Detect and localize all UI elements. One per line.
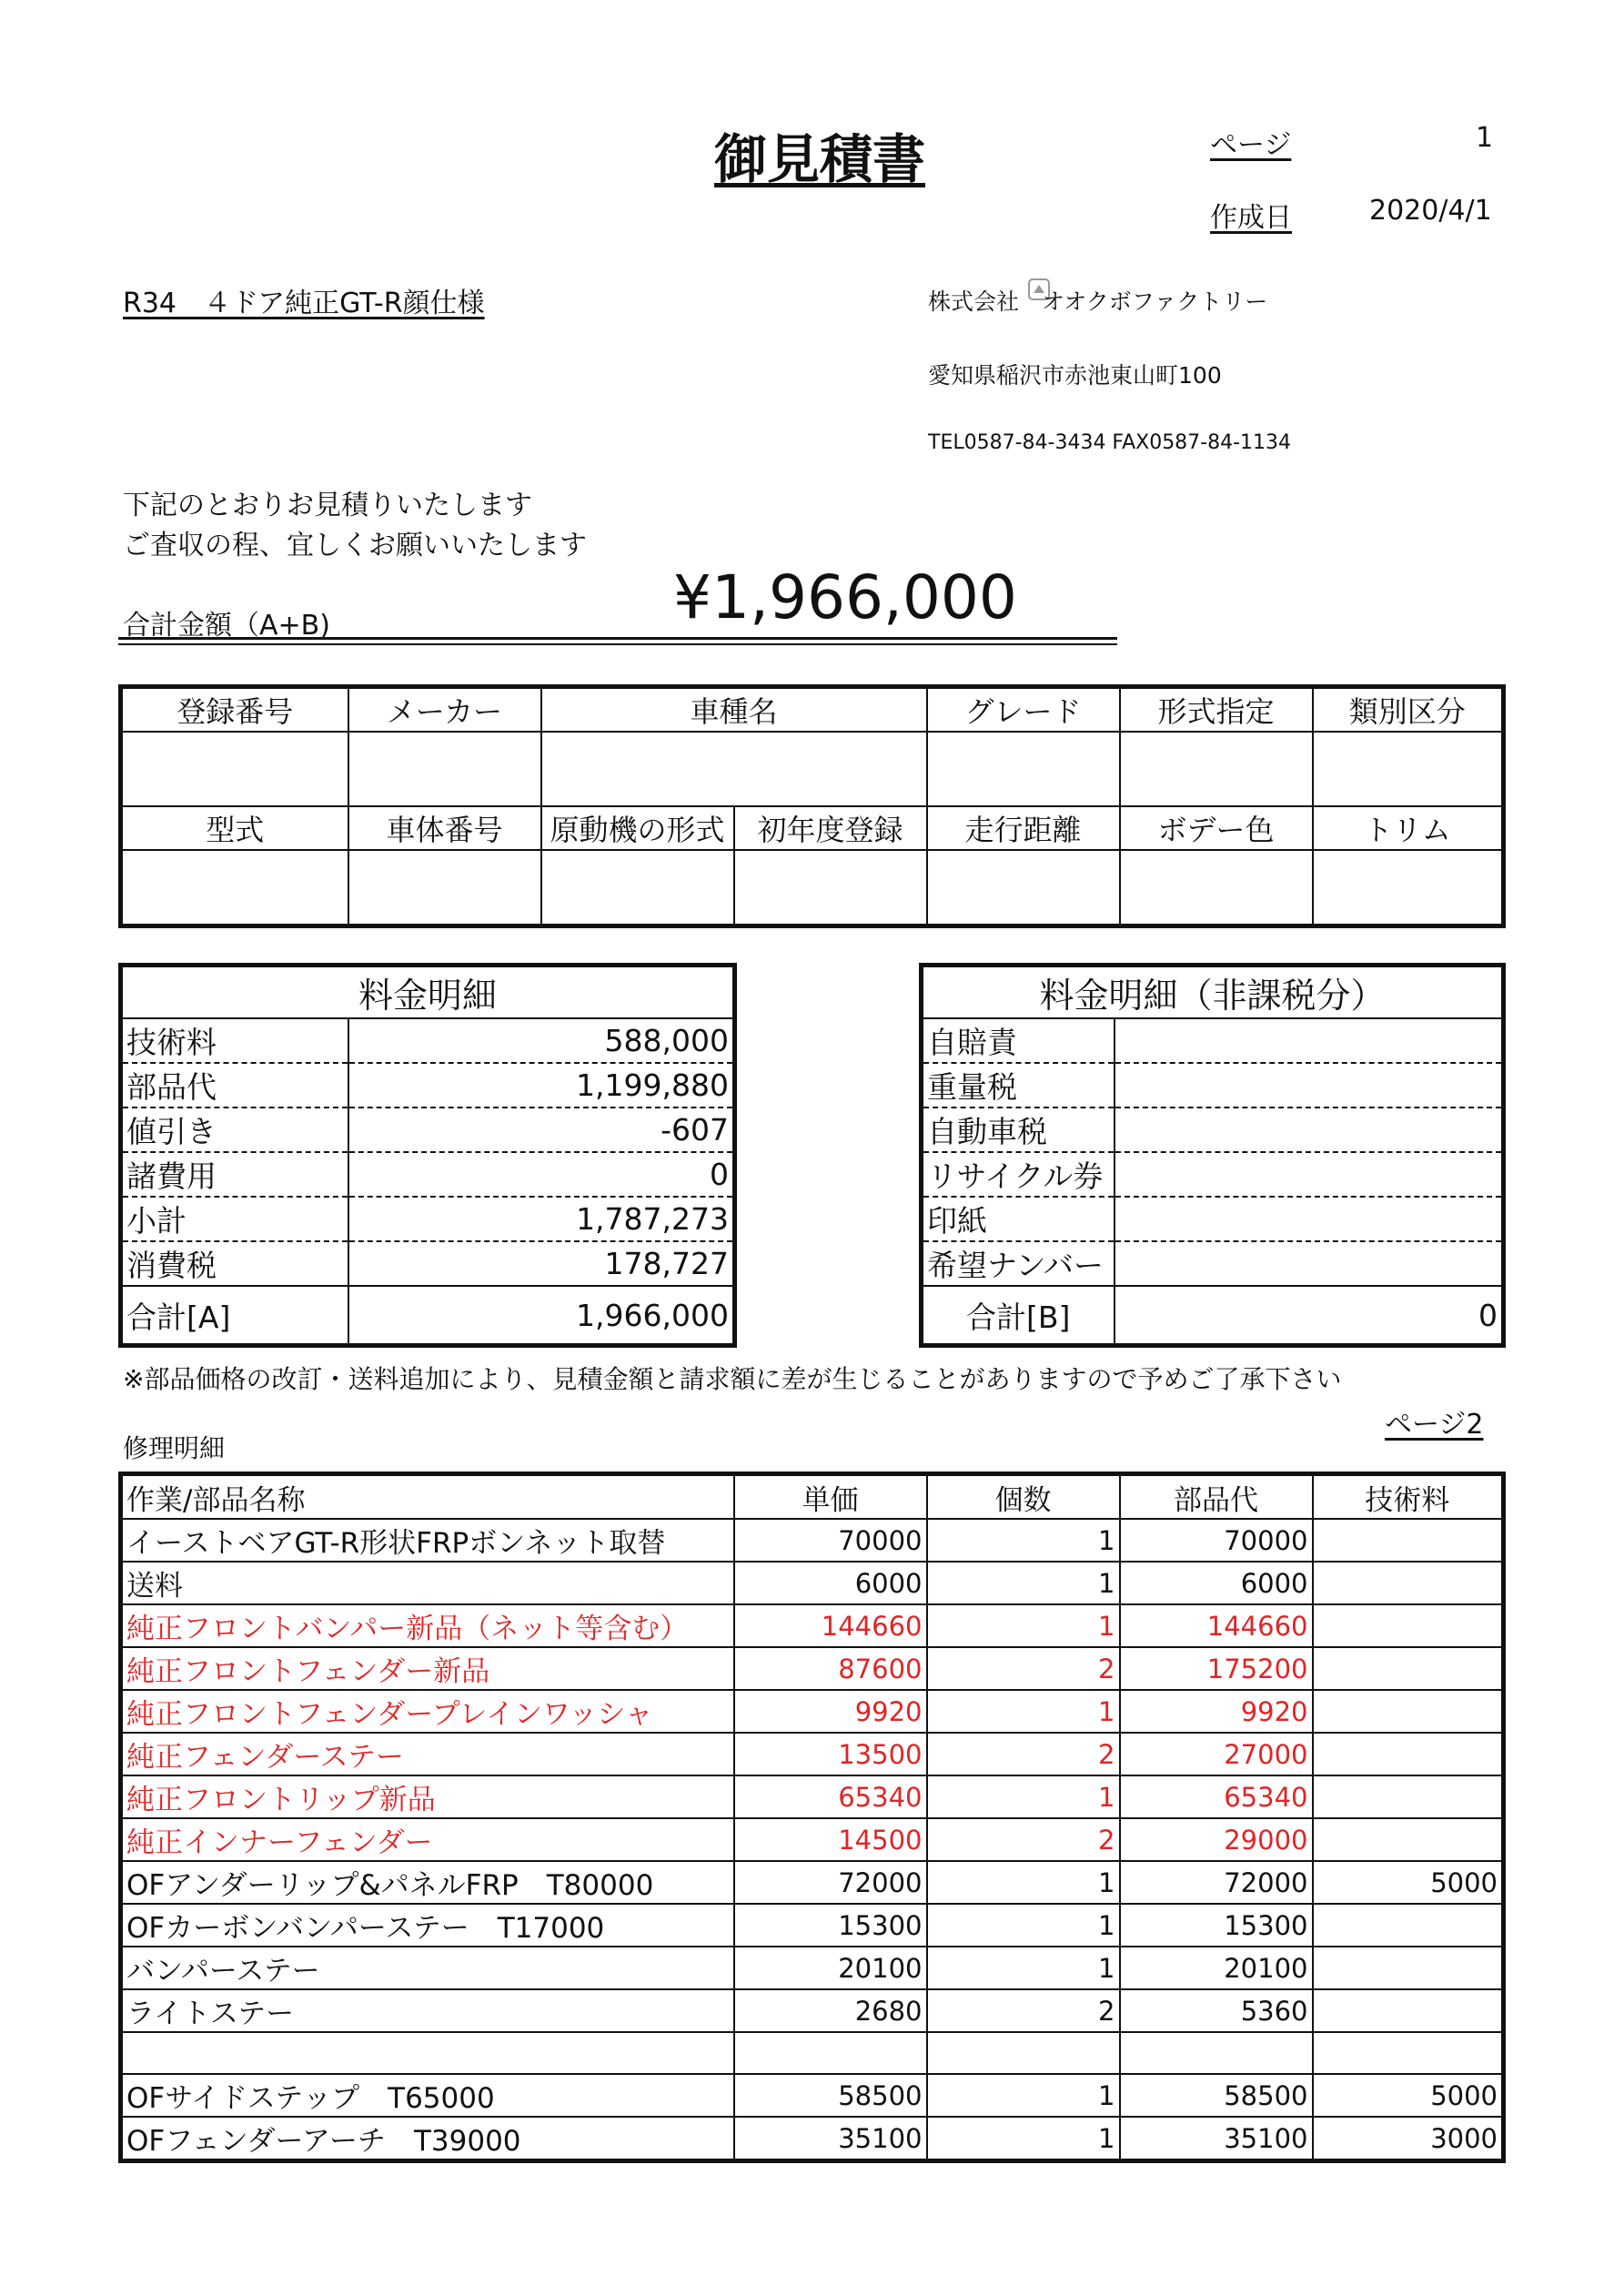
vehicle-cell bbox=[1313, 732, 1504, 806]
repair-cell-unit-price: 65340 bbox=[734, 1775, 927, 1818]
vehicle-cell bbox=[927, 850, 1120, 926]
repair-cell-labor-cost: 3000 bbox=[1313, 2117, 1504, 2161]
repair-cell-labor-cost bbox=[1313, 1947, 1504, 1989]
company-tel-fax: TEL0587-84-3434 FAX0587-84-1134 bbox=[928, 431, 1292, 454]
table-row bbox=[121, 1861, 1504, 1904]
vehicle-header-engine-type: 原動機の形式 bbox=[541, 806, 734, 850]
nontax-value-weight-tax bbox=[1115, 1063, 1504, 1108]
vehicle-header-registration-number: 登録番号 bbox=[121, 687, 348, 733]
repair-cell-unit-price: 6000 bbox=[734, 1562, 927, 1604]
repair-cell-parts-cost: 144660 bbox=[1120, 1604, 1313, 1647]
repair-cell-name: 純正フェンダーステー bbox=[121, 1733, 734, 1775]
repair-cell-parts-cost: 58500 bbox=[1120, 2074, 1313, 2117]
repair-cell-parts-cost: 175200 bbox=[1120, 1647, 1313, 1690]
fee-label-labor: 技術料 bbox=[121, 1018, 348, 1063]
vehicle-header-type-designation: 形式指定 bbox=[1120, 687, 1313, 733]
repair-cell-labor-cost bbox=[1313, 1818, 1504, 1861]
repair-cell-name: OFアンダーリップ&パネルFRP T80000 bbox=[121, 1861, 734, 1904]
fee-value-labor: 588,000 bbox=[348, 1018, 735, 1063]
repair-cell-unit-price: 58500 bbox=[734, 2074, 927, 2117]
table-row bbox=[121, 1690, 1504, 1733]
repair-cell-labor-cost bbox=[1313, 1647, 1504, 1690]
nontax-label-vehicle-tax: 自動車税 bbox=[922, 1108, 1115, 1152]
repair-cell-quantity: 2 bbox=[927, 1647, 1120, 1690]
repair-cell-quantity: 2 bbox=[927, 1989, 1120, 2032]
repair-cell-labor-cost bbox=[1313, 1733, 1504, 1775]
repair-cell-name: イーストベアGT-R形状FRPボンネット取替 bbox=[121, 1519, 734, 1562]
nontax-label-plate: 希望ナンバー bbox=[922, 1241, 1115, 1286]
vehicle-header-body-color: ボデー色 bbox=[1120, 806, 1313, 850]
repair-cell-quantity: 1 bbox=[927, 1775, 1120, 1818]
vehicle-cell bbox=[1313, 850, 1504, 926]
table-row bbox=[121, 1904, 1504, 1947]
repair-cell-quantity: 2 bbox=[927, 1733, 1120, 1775]
vehicle-cell bbox=[348, 850, 541, 926]
table-row bbox=[121, 1733, 1504, 1775]
vehicle-header-model-code: 型式 bbox=[121, 806, 348, 850]
repair-cell-quantity: 1 bbox=[927, 2117, 1120, 2161]
fee-value-parts: 1,199,880 bbox=[348, 1063, 735, 1108]
nontax-label-stamp: 印紙 bbox=[922, 1197, 1115, 1241]
table-row bbox=[121, 2074, 1504, 2117]
repair-cell-labor-cost bbox=[1313, 1604, 1504, 1647]
table-row bbox=[121, 1647, 1504, 1690]
fee-value-misc: 0 bbox=[348, 1152, 735, 1197]
repair-cell-quantity: 1 bbox=[927, 1947, 1120, 1989]
repair-cell-parts-cost: 27000 bbox=[1120, 1733, 1313, 1775]
repair-cell-unit-price: 35100 bbox=[734, 2117, 927, 2161]
repair-cell-parts-cost bbox=[1120, 2032, 1313, 2074]
repair-cell-parts-cost: 6000 bbox=[1120, 1562, 1313, 1604]
repair-cell-quantity: 1 bbox=[927, 1604, 1120, 1647]
vehicle-cell bbox=[927, 732, 1120, 806]
estimate-subject: R34 ４ドア純正GT-R顔仕様 bbox=[123, 288, 485, 319]
fee-label-tax: 消費税 bbox=[121, 1241, 348, 1286]
repair-cell-name: 純正フロントフェンダープレインワッシャ bbox=[121, 1690, 734, 1733]
message-line-1: 下記のとおりお見積りいたします bbox=[123, 490, 532, 521]
repair-cell-parts-cost: 72000 bbox=[1120, 1861, 1313, 1904]
table-row bbox=[121, 1989, 1504, 2032]
repair-cell-parts-cost: 5360 bbox=[1120, 1989, 1313, 2032]
repair-cell-name: バンパーステー bbox=[121, 1947, 734, 1989]
total-label: 合計金額（A+B) bbox=[123, 610, 330, 642]
repair-cell-labor-cost bbox=[1313, 1519, 1504, 1562]
nontax-fee-title: 料金明細（非課税分） bbox=[922, 966, 1504, 1019]
repair-cell-labor-cost bbox=[1313, 1989, 1504, 2032]
repair-header-quantity: 個数 bbox=[927, 1474, 1120, 1520]
fee-label-subtotal: 小計 bbox=[121, 1197, 348, 1241]
fee-detail-table bbox=[118, 963, 737, 1348]
repair-cell-labor-cost bbox=[1313, 1562, 1504, 1604]
vehicle-cell bbox=[1120, 732, 1313, 806]
nontax-value-recycle bbox=[1115, 1152, 1504, 1197]
repair-cell-parts-cost: 29000 bbox=[1120, 1818, 1313, 1861]
table-row bbox=[121, 1818, 1504, 1861]
nontax-total-value: 0 bbox=[1115, 1286, 1504, 1346]
fee-value-tax: 178,727 bbox=[348, 1241, 735, 1286]
fee-label-discount: 値引き bbox=[121, 1108, 348, 1152]
nontax-label-recycle: リサイクル券 bbox=[922, 1152, 1115, 1197]
fee-label-misc: 諸費用 bbox=[121, 1152, 348, 1197]
repair-cell-quantity: 1 bbox=[927, 1690, 1120, 1733]
repair-cell-quantity: 1 bbox=[927, 1904, 1120, 1947]
repair-cell-unit-price: 144660 bbox=[734, 1604, 927, 1647]
nontax-fee-table bbox=[919, 963, 1506, 1348]
repair-cell-unit-price bbox=[734, 2032, 927, 2074]
vehicle-cell bbox=[541, 732, 927, 806]
repair-cell-name: 純正フロントバンパー新品（ネット等含む） bbox=[121, 1604, 734, 1647]
vehicle-cell bbox=[1120, 850, 1313, 926]
repair-cell-parts-cost: 35100 bbox=[1120, 2117, 1313, 2161]
repair-cell-unit-price: 72000 bbox=[734, 1861, 927, 1904]
repair-cell-name: 純正インナーフェンダー bbox=[121, 1818, 734, 1861]
table-row bbox=[121, 1604, 1504, 1647]
date-value: 2020/4/1 bbox=[1369, 195, 1492, 227]
fee-total-label: 合計[A] bbox=[121, 1286, 348, 1346]
company-name: 株式会社 オオクボファクトリー bbox=[928, 288, 1268, 315]
nontax-value-stamp bbox=[1115, 1197, 1504, 1241]
repair-cell-name: 送料 bbox=[121, 1562, 734, 1604]
repair-cell-name bbox=[121, 2032, 734, 2074]
repair-cell-parts-cost: 9920 bbox=[1120, 1690, 1313, 1733]
repair-cell-labor-cost bbox=[1313, 1904, 1504, 1947]
repair-rows bbox=[121, 1519, 1504, 2161]
nontax-label-weight-tax: 重量税 bbox=[922, 1063, 1115, 1108]
vehicle-cell bbox=[121, 850, 348, 926]
repair-cell-quantity: 1 bbox=[927, 1519, 1120, 1562]
repair-header-parts-cost: 部品代 bbox=[1120, 1474, 1313, 1520]
message-line-2: ご査収の程、宜しくお願いいたします bbox=[123, 530, 587, 561]
vehicle-cell bbox=[734, 850, 927, 926]
table-row bbox=[121, 2117, 1504, 2161]
fee-value-subtotal: 1,787,273 bbox=[348, 1197, 735, 1241]
total-double-underline bbox=[118, 637, 1117, 645]
date-label: 作成日 bbox=[1210, 202, 1292, 234]
vehicle-header-trim: トリム bbox=[1313, 806, 1504, 850]
nontax-total-label: 合計[B] bbox=[922, 1286, 1115, 1346]
repair-cell-unit-price: 13500 bbox=[734, 1733, 927, 1775]
repair-header-labor-cost: 技術料 bbox=[1313, 1474, 1504, 1520]
repair-cell-unit-price: 2680 bbox=[734, 1989, 927, 2032]
document-title: 御見積書 bbox=[714, 128, 926, 190]
repair-header-unit-price: 単価 bbox=[734, 1474, 927, 1520]
table-row bbox=[121, 2032, 1504, 2074]
vehicle-header-mileage: 走行距離 bbox=[927, 806, 1120, 850]
table-row bbox=[121, 1775, 1504, 1818]
repair-cell-labor-cost bbox=[1313, 2032, 1504, 2074]
nontax-label-insurance: 自賠責 bbox=[922, 1018, 1115, 1063]
repair-cell-name: ライトステー bbox=[121, 1989, 734, 2032]
vehicle-info-table bbox=[118, 684, 1506, 928]
repair-cell-unit-price: 87600 bbox=[734, 1647, 927, 1690]
fee-label-parts: 部品代 bbox=[121, 1063, 348, 1108]
repair-cell-quantity: 1 bbox=[927, 1562, 1120, 1604]
repair-cell-quantity: 1 bbox=[927, 2074, 1120, 2117]
fee-total-value: 1,966,000 bbox=[348, 1286, 735, 1346]
fee-detail-title: 料金明細 bbox=[121, 966, 735, 1019]
page-number: 1 bbox=[1476, 122, 1494, 154]
vehicle-header-maker: メーカー bbox=[348, 687, 541, 733]
repair-cell-labor-cost bbox=[1313, 1690, 1504, 1733]
repair-section-label: 修理明細 bbox=[123, 1433, 226, 1463]
total-amount: ¥1,966,000 bbox=[673, 562, 1017, 632]
nontax-value-vehicle-tax bbox=[1115, 1108, 1504, 1152]
vehicle-cell bbox=[541, 850, 734, 926]
next-page-link[interactable]: ページ2 bbox=[1385, 1409, 1484, 1441]
fee-value-discount: -607 bbox=[348, 1108, 735, 1152]
repair-cell-parts-cost: 15300 bbox=[1120, 1904, 1313, 1947]
repair-cell-labor-cost: 5000 bbox=[1313, 2074, 1504, 2117]
repair-cell-name: 純正フロントフェンダー新品 bbox=[121, 1647, 734, 1690]
table-row bbox=[121, 1562, 1504, 1604]
vehicle-cell bbox=[121, 732, 348, 806]
repair-cell-name: OFサイドステップ T65000 bbox=[121, 2074, 734, 2117]
repair-cell-unit-price: 15300 bbox=[734, 1904, 927, 1947]
repair-header-name: 作業/部品名称 bbox=[121, 1474, 734, 1520]
vehicle-header-grade: グレード bbox=[927, 687, 1120, 733]
repair-cell-quantity: 1 bbox=[927, 1861, 1120, 1904]
repair-cell-parts-cost: 70000 bbox=[1120, 1519, 1313, 1562]
vehicle-cell bbox=[348, 732, 541, 806]
repair-cell-quantity: 2 bbox=[927, 1818, 1120, 1861]
vehicle-header-model-name: 車種名 bbox=[541, 687, 927, 733]
nontax-value-insurance bbox=[1115, 1018, 1504, 1063]
price-notice: ※部品価格の改訂・送料追加により、見積金額と請求額に差が生じることがありますので予めご了承下さい bbox=[123, 1364, 1342, 1394]
repair-cell-name: OFカーボンバンパーステー T17000 bbox=[121, 1904, 734, 1947]
repair-cell-unit-price: 9920 bbox=[734, 1690, 927, 1733]
nontax-value-plate bbox=[1115, 1241, 1504, 1286]
table-row bbox=[121, 1947, 1504, 1989]
repair-detail-table bbox=[118, 1472, 1506, 2163]
page-label: ページ bbox=[1210, 129, 1292, 161]
vehicle-header-chassis-number: 車体番号 bbox=[348, 806, 541, 850]
repair-cell-unit-price: 70000 bbox=[734, 1519, 927, 1562]
repair-cell-labor-cost: 5000 bbox=[1313, 1861, 1504, 1904]
vehicle-header-category: 類別区分 bbox=[1313, 687, 1504, 733]
repair-cell-labor-cost bbox=[1313, 1775, 1504, 1818]
repair-cell-unit-price: 20100 bbox=[734, 1947, 927, 1989]
vehicle-header-first-registration: 初年度登録 bbox=[734, 806, 927, 850]
repair-cell-name: OFフェンダーアーチ T39000 bbox=[121, 2117, 734, 2161]
repair-cell-parts-cost: 65340 bbox=[1120, 1775, 1313, 1818]
repair-cell-quantity bbox=[927, 2032, 1120, 2074]
table-row bbox=[121, 1519, 1504, 1562]
repair-cell-parts-cost: 20100 bbox=[1120, 1947, 1313, 1989]
repair-cell-name: 純正フロントリップ新品 bbox=[121, 1775, 734, 1818]
repair-cell-unit-price: 14500 bbox=[734, 1818, 927, 1861]
company-address: 愛知県稲沢市赤池東山町100 bbox=[928, 362, 1222, 389]
